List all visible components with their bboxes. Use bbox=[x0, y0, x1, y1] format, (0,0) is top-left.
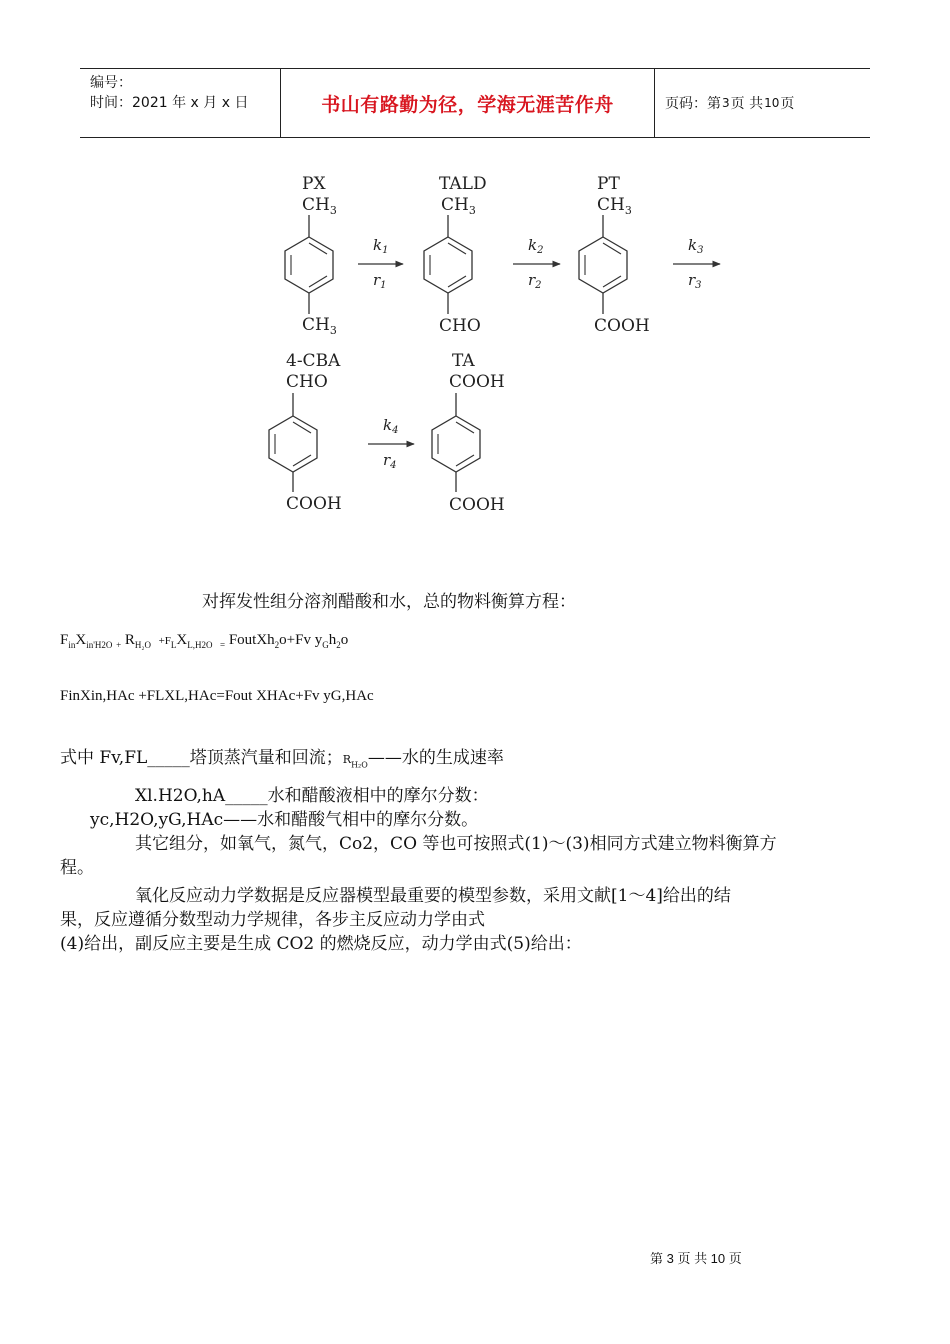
rate-constant-k4: $k_4$ bbox=[383, 416, 399, 436]
definition-liquid-fraction: Xl.H2O,hA_____水和醋酸液相中的摩尔分数： bbox=[135, 786, 489, 806]
ta-top-group: COOH bbox=[449, 372, 505, 392]
cba-top-group: CHO bbox=[286, 372, 328, 392]
pt-bottom-group: COOH bbox=[594, 316, 650, 336]
page-prefix: 页码：第 bbox=[665, 96, 721, 112]
rate-r2: $r_2$ bbox=[528, 271, 542, 291]
cba-bottom-group: COOH bbox=[286, 494, 342, 514]
benzene-ring-cba bbox=[269, 416, 317, 472]
px-top-group: $CH_3$ bbox=[302, 195, 337, 217]
rate-constant-k1: $k_1$ bbox=[373, 236, 389, 256]
tald-top-group: $CH_3$ bbox=[441, 195, 476, 217]
time-label: 时间：2021 年 x 月 x 日 bbox=[90, 95, 249, 111]
cba-name: 4-CBA bbox=[286, 351, 341, 371]
page-suffix: 页 bbox=[780, 96, 795, 112]
molecule-tald bbox=[424, 174, 487, 336]
paragraph-kinetics-line-1: 氧化反应动力学数据是反应器模型最重要的模型参数，采用文献[1～4]给出的结 bbox=[135, 886, 731, 906]
ta-bottom-group: COOH bbox=[449, 495, 505, 515]
equation-1: $F_{in}X_{in'H2O}$ $_+$ $R_{H_2O} +F_LX_{L,H2O}$ $_=$ FoutXh$_2$o+Fv $y_Gh_2o$ bbox=[60, 632, 349, 650]
molecule-px bbox=[285, 174, 337, 337]
ta-name: TA bbox=[452, 351, 475, 371]
reaction-arrow-4 bbox=[368, 416, 414, 471]
tald-name: TALD bbox=[439, 174, 487, 194]
reaction-arrow-2 bbox=[513, 236, 560, 291]
paragraph-kinetics-line-3: (4)给出，副反应主要是生成 CO2 的燃烧反应，动力学由式(5)给出： bbox=[60, 934, 582, 954]
equation-2: FinXin,HAc +FLXL,HAc=Fout XHAc+Fv yG,HAc bbox=[60, 688, 374, 704]
px-bottom-group: $CH_3$ bbox=[302, 315, 337, 337]
page-current: 3 bbox=[722, 96, 730, 110]
molecule-4-cba bbox=[269, 351, 342, 514]
paragraph-other-components-line-1: 其它组分，如氧气，氮气，Co2，CO 等也可按照式(1)～(3)相同方式建立物料衡算方 bbox=[135, 834, 777, 854]
rate-constant-k3: $k_3$ bbox=[688, 236, 704, 256]
paragraph-other-components-line-2: 程。 bbox=[60, 858, 94, 878]
molecule-pt bbox=[579, 174, 650, 336]
molecule-ta bbox=[432, 351, 505, 515]
page-footer: 第 3 页 共 10 页 bbox=[650, 1251, 742, 1266]
px-name: PX bbox=[302, 174, 326, 194]
page-mid: 页 共 bbox=[730, 96, 764, 112]
benzene-ring-pt bbox=[579, 237, 627, 293]
rate-r3: $r_3$ bbox=[688, 271, 702, 291]
rate-r1: $r_1$ bbox=[373, 271, 387, 291]
pt-top-group: $CH_3$ bbox=[597, 195, 632, 217]
definition-fv-fl: 式中 Fv,FL_____塔顶蒸汽量和回流；$R_{H_2O}——$水的生成速率 bbox=[60, 748, 504, 770]
pt-name: PT bbox=[597, 174, 620, 194]
paragraph-kinetics-line-2: 果，反应遵循分数型动力学规律，各步主反应动力学由式 bbox=[60, 910, 485, 930]
benzene-ring-ta bbox=[432, 416, 480, 472]
rate-constant-k2: $k_2$ bbox=[528, 236, 544, 256]
intro-sentence: 对挥发性组分溶剂醋酸和水，总的物料衡算方程： bbox=[202, 592, 576, 612]
benzene-ring-tald bbox=[424, 237, 472, 293]
definition-gas-fraction: yc,H2O,yG,HAc——水和醋酸气相中的摩尔分数。 bbox=[90, 810, 479, 830]
number-label: 编号： bbox=[90, 75, 132, 91]
reaction-scheme bbox=[0, 0, 950, 540]
rate-r4: $r_4$ bbox=[383, 451, 397, 471]
reaction-arrow-1 bbox=[358, 236, 403, 291]
tald-bottom-group: CHO bbox=[439, 316, 481, 336]
reaction-arrow-3 bbox=[673, 236, 720, 291]
benzene-ring-px bbox=[285, 237, 333, 293]
header-motto: 书山有路勤为径，学海无涯苦作舟 bbox=[321, 93, 614, 116]
page-total: 10 bbox=[764, 96, 780, 110]
